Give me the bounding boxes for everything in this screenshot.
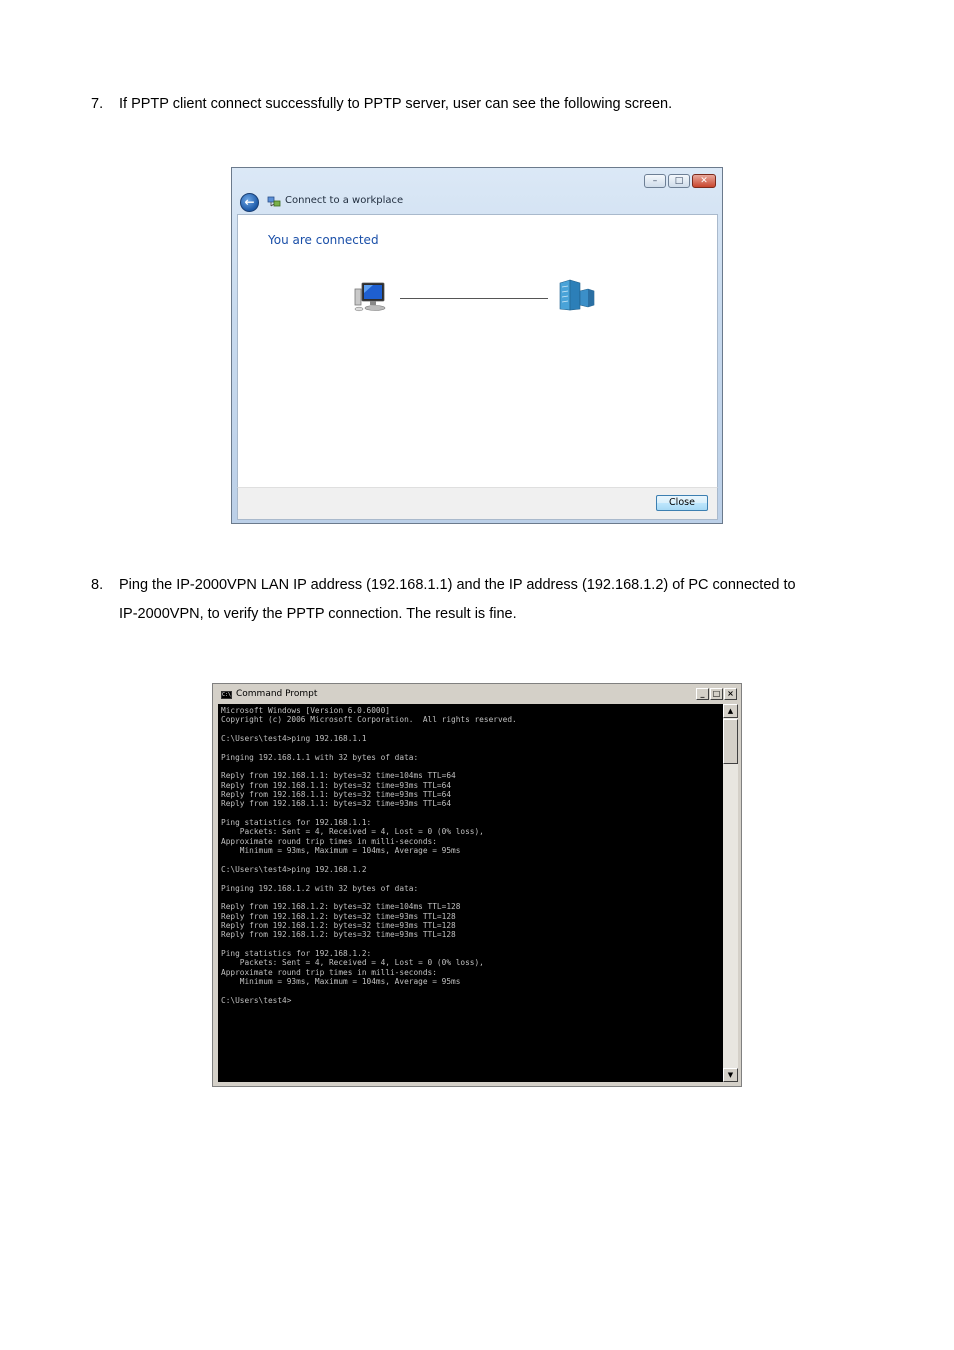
scroll-thumb[interactable] <box>723 719 738 764</box>
console-line <box>221 809 517 818</box>
console-line: Reply from 192.168.1.2: bytes=32 time=93ms TTL=128 <box>221 911 456 921</box>
console-line: Copyright (c) 2006 Microsoft Corporation. All rights reserved. <box>221 715 517 725</box>
console-line: Minimum = 93ms, Maximum = 104ms, Average = 95ms <box>221 976 461 986</box>
console-line: Reply from 192.168.1.1: bytes=32 time=93ms TTL=64 <box>221 799 452 809</box>
step-7 <box>91 90 871 119</box>
cmd-titlebar <box>217 688 737 702</box>
console-line: Packets: Sent = 4, Received = 4, Lost = 0 (0% loss), <box>221 958 484 968</box>
vertical-scrollbar[interactable] <box>723 704 738 1082</box>
cmd-window-controls <box>696 688 737 700</box>
close-button[interactable]: Close <box>656 495 708 511</box>
computer-icon <box>353 281 389 313</box>
step-text-line-2: IP-2000VPN, to verify the PPTP connection. The result is fine. <box>119 606 517 622</box>
window-controls <box>644 174 716 188</box>
console-line: Pinging 192.168.1.1 with 32 bytes of data: <box>221 752 419 762</box>
connect-workplace-dialog <box>231 167 723 524</box>
maximize-button[interactable]: □ <box>668 174 690 188</box>
connected-heading: You are connected <box>268 233 379 247</box>
cmd-title: Command Prompt <box>236 689 318 699</box>
console-line <box>221 856 517 865</box>
command-prompt-window <box>212 683 742 1087</box>
step-text: If PPTP client connect successfully to PPTP server, user can see the following screen. <box>119 96 673 112</box>
back-arrow-icon[interactable]: ← <box>240 193 259 212</box>
step-text-line-1: Ping the IP-2000VPN LAN IP address (192.168.1.1) and the IP address (192.168.1.2) of PC connected to <box>119 577 796 593</box>
console-line <box>221 725 517 734</box>
console-line: C:\Users\test4> <box>221 995 292 1005</box>
console-line <box>221 940 517 949</box>
console-output[interactable] <box>218 704 723 1082</box>
step-number: 8. <box>91 577 104 593</box>
cmd-close-button[interactable]: × <box>724 688 737 700</box>
dialog-content <box>237 214 718 487</box>
console-line <box>221 893 517 902</box>
console-line: Ping statistics for 192.168.1.2: <box>221 948 372 958</box>
console-line: Ping statistics for 192.168.1.1: <box>221 818 372 828</box>
console-line <box>221 874 517 883</box>
console-line <box>221 743 517 752</box>
console-line: C:\Users\test4>ping 192.168.1.2 <box>221 864 367 874</box>
console-icon: C:\ <box>222 692 232 698</box>
console-line: Approximate round trip times in milli-seconds: <box>221 836 437 846</box>
console-line: Reply from 192.168.1.2: bytes=32 time=104ms TTL=128 <box>221 902 461 912</box>
console-line: Approximate round trip times in milli-seconds: <box>221 967 437 977</box>
scroll-up-button[interactable]: ▲ <box>723 704 738 718</box>
console-line: Pinging 192.168.1.2 with 32 bytes of data: <box>221 883 419 893</box>
console-line <box>221 762 517 771</box>
console-line <box>221 986 517 995</box>
console-line: Packets: Sent = 4, Received = 4, Lost = 0 (0% loss), <box>221 827 484 837</box>
step-number: 7. <box>91 96 104 112</box>
console-line: Reply from 192.168.1.1: bytes=32 time=93ms TTL=64 <box>221 790 452 800</box>
console-line: Reply from 192.168.1.2: bytes=32 time=93ms TTL=128 <box>221 920 456 930</box>
cmd-minimize-button[interactable]: _ <box>696 688 709 700</box>
console-text <box>221 706 517 1005</box>
close-window-button[interactable]: ✕ <box>692 174 716 188</box>
dialog-title: Connect to a workplace <box>285 195 404 206</box>
console-line: Reply from 192.168.1.1: bytes=32 time=93ms TTL=64 <box>221 780 452 790</box>
cmd-maximize-button[interactable]: □ <box>710 688 723 700</box>
console-line: Microsoft Windows [Version 6.0.6000] <box>221 706 390 715</box>
console-line: Minimum = 93ms, Maximum = 104ms, Average = 95ms <box>221 846 461 856</box>
console-line: Reply from 192.168.1.2: bytes=32 time=93ms TTL=128 <box>221 930 456 940</box>
server-icon <box>556 279 596 311</box>
dialog-footer <box>237 487 718 520</box>
console-line: C:\Users\test4>ping 192.168.1.1 <box>221 734 367 744</box>
network-icon <box>267 195 281 208</box>
step-8 <box>91 571 881 629</box>
scroll-down-button[interactable]: ▼ <box>723 1068 738 1082</box>
connection-line <box>400 298 548 299</box>
console-line: Reply from 192.168.1.1: bytes=32 time=104ms TTL=64 <box>221 771 456 781</box>
minimize-button[interactable]: – <box>644 174 666 188</box>
